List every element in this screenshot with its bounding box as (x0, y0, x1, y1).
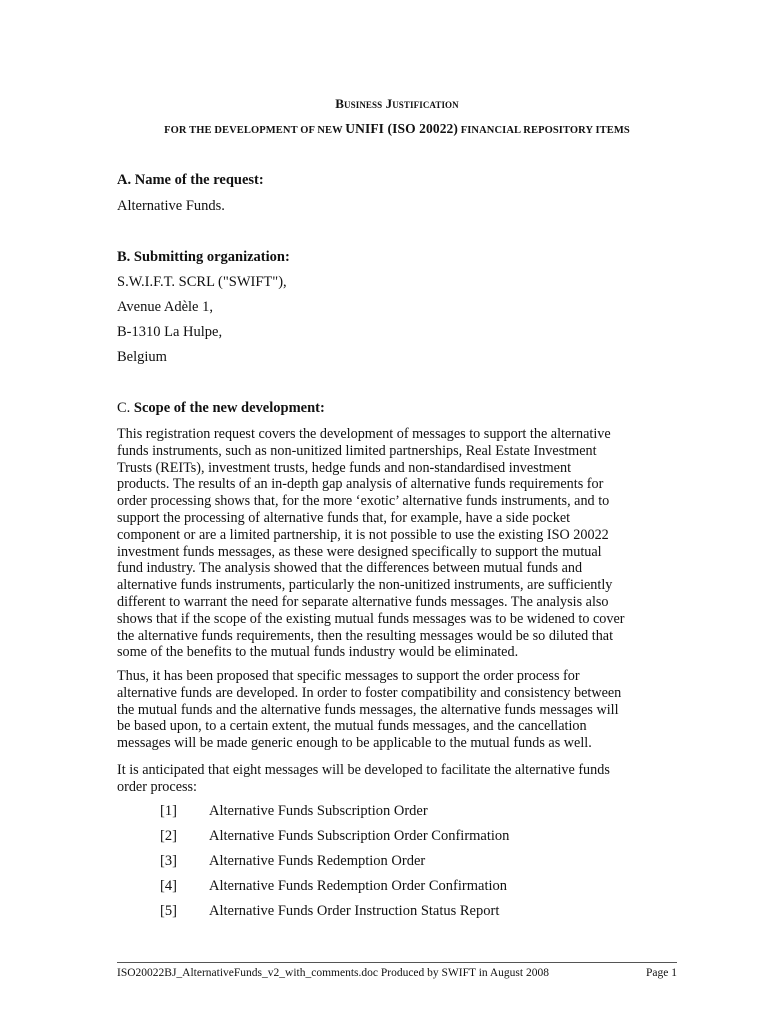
paragraph-line: support the processing of alternative funds that, for example, have a side pocket (117, 509, 571, 526)
paragraph-line: This registration request covers the development of messages to support the alternative (117, 426, 611, 442)
paragraph-line: fund industry. The analysis showed that the differences between mutual funds and (117, 560, 583, 577)
message-list-item (160, 903, 499, 920)
message-list-item (160, 853, 425, 870)
paragraph-line: the mutual funds and the alternative funds messages, the alternative funds messages will (117, 701, 619, 718)
message-label: Alternative Funds Redemption Order (209, 853, 426, 869)
paragraph-line: shows that if the scope of the existing mutual funds messages was to be widened to cover (117, 610, 625, 627)
paragraph-line: alternative funds instruments, particularly the non-unitized instruments, are sufficiently (117, 577, 613, 594)
paragraph-line: It is anticipated that eight messages will be developed to facilitate the alternative funds (117, 762, 610, 778)
message-label: Alternative Funds Subscription Order (209, 803, 428, 819)
section-a-heading: A. Name of the request: (117, 172, 264, 188)
footer-page-number: Page 1 (646, 967, 677, 979)
paragraph-line: Thus, it has been proposed that specific messages to support the order process for (117, 668, 580, 684)
section-b-line: B-1310 La Hulpe, (117, 324, 223, 340)
message-number: [3] (160, 853, 177, 869)
message-label: Alternative Funds Order Instruction Status Report (209, 903, 500, 919)
section-b-line: Belgium (117, 349, 167, 365)
paragraph-line: funds instruments, such as non-unitized limited partnerships, Real Estate Investment (117, 442, 597, 459)
footer-divider (117, 962, 677, 963)
section-c-heading (117, 400, 325, 417)
paragraph-line: component or are a limited partnership, it is not possible to use the existing ISO 20022 (117, 526, 609, 543)
section-a-body: Alternative Funds. (117, 198, 225, 214)
message-label: Alternative Funds Subscription Order Confirmation (209, 828, 510, 844)
paragraph-line: order processing shows that, for the more ‘exotic’ alternative funds instruments, and to (117, 493, 610, 510)
paragraph-line: order process: (117, 778, 197, 795)
document-subtitle (0, 121, 770, 137)
message-number: [4] (160, 878, 177, 894)
message-number: [2] (160, 828, 177, 844)
paragraph-line: different to warrant the need for separate alternative funds messages. The analysis also (117, 593, 609, 610)
section-b-line: S.W.I.F.T. SCRL ("SWIFT"), (117, 274, 287, 290)
section-b-line: Avenue Adèle 1, (117, 299, 213, 315)
paragraph-line: be based upon, to a certain extent, the mutual funds messages, and the cancellation (117, 718, 587, 735)
section-c-letter: C. (117, 400, 131, 416)
paragraph-line: some of the benefits to the mutual funds industry would be eliminated. (117, 644, 519, 661)
section-c-title: Scope of the new development: (133, 400, 325, 416)
subtitle-big: UNIFI (ISO 20022) (345, 121, 458, 136)
message-number: [5] (160, 903, 177, 919)
paragraph-line: investment funds messages, as these were designed specifically to support the mutual (117, 543, 602, 560)
message-list-item (160, 828, 509, 845)
message-list-item (160, 803, 428, 820)
message-number: [1] (160, 803, 177, 819)
paragraph-line: Trusts (REITs), investment trusts, hedge funds and non-standardised investment (117, 459, 572, 476)
message-label: Alternative Funds Redemption Order Confirmation (209, 878, 508, 894)
section-b-heading: B. Submitting organization: (117, 249, 290, 265)
paragraph-line: products. The results of an in-depth gap analysis of alternative funds requirements for (117, 476, 604, 493)
paragraph-line: alternative funds are developed. In order to foster compatibility and consistency between (117, 684, 622, 701)
footer-filename: ISO20022BJ_AlternativeFunds_v2_with_comments.doc Produced by SWIFT in August 2008 (117, 967, 549, 979)
section-c-paragraph-3 (117, 762, 677, 796)
paragraph-line: the alternative funds requirements, then the resulting messages would be so diluted that (117, 627, 614, 644)
subtitle-post: FINANCIAL REPOSITORY ITEMS (460, 125, 630, 136)
document-title: Business Justification (335, 96, 459, 111)
message-list-item (160, 878, 507, 895)
paragraph-line: messages will be made generic enough to be applicable to the mutual funds as well. (117, 735, 592, 752)
section-c-paragraph-2 (117, 668, 677, 752)
section-c-paragraph-1 (117, 426, 677, 661)
subtitle-pre: FOR THE DEVELOPMENT OF NEW (164, 125, 343, 136)
